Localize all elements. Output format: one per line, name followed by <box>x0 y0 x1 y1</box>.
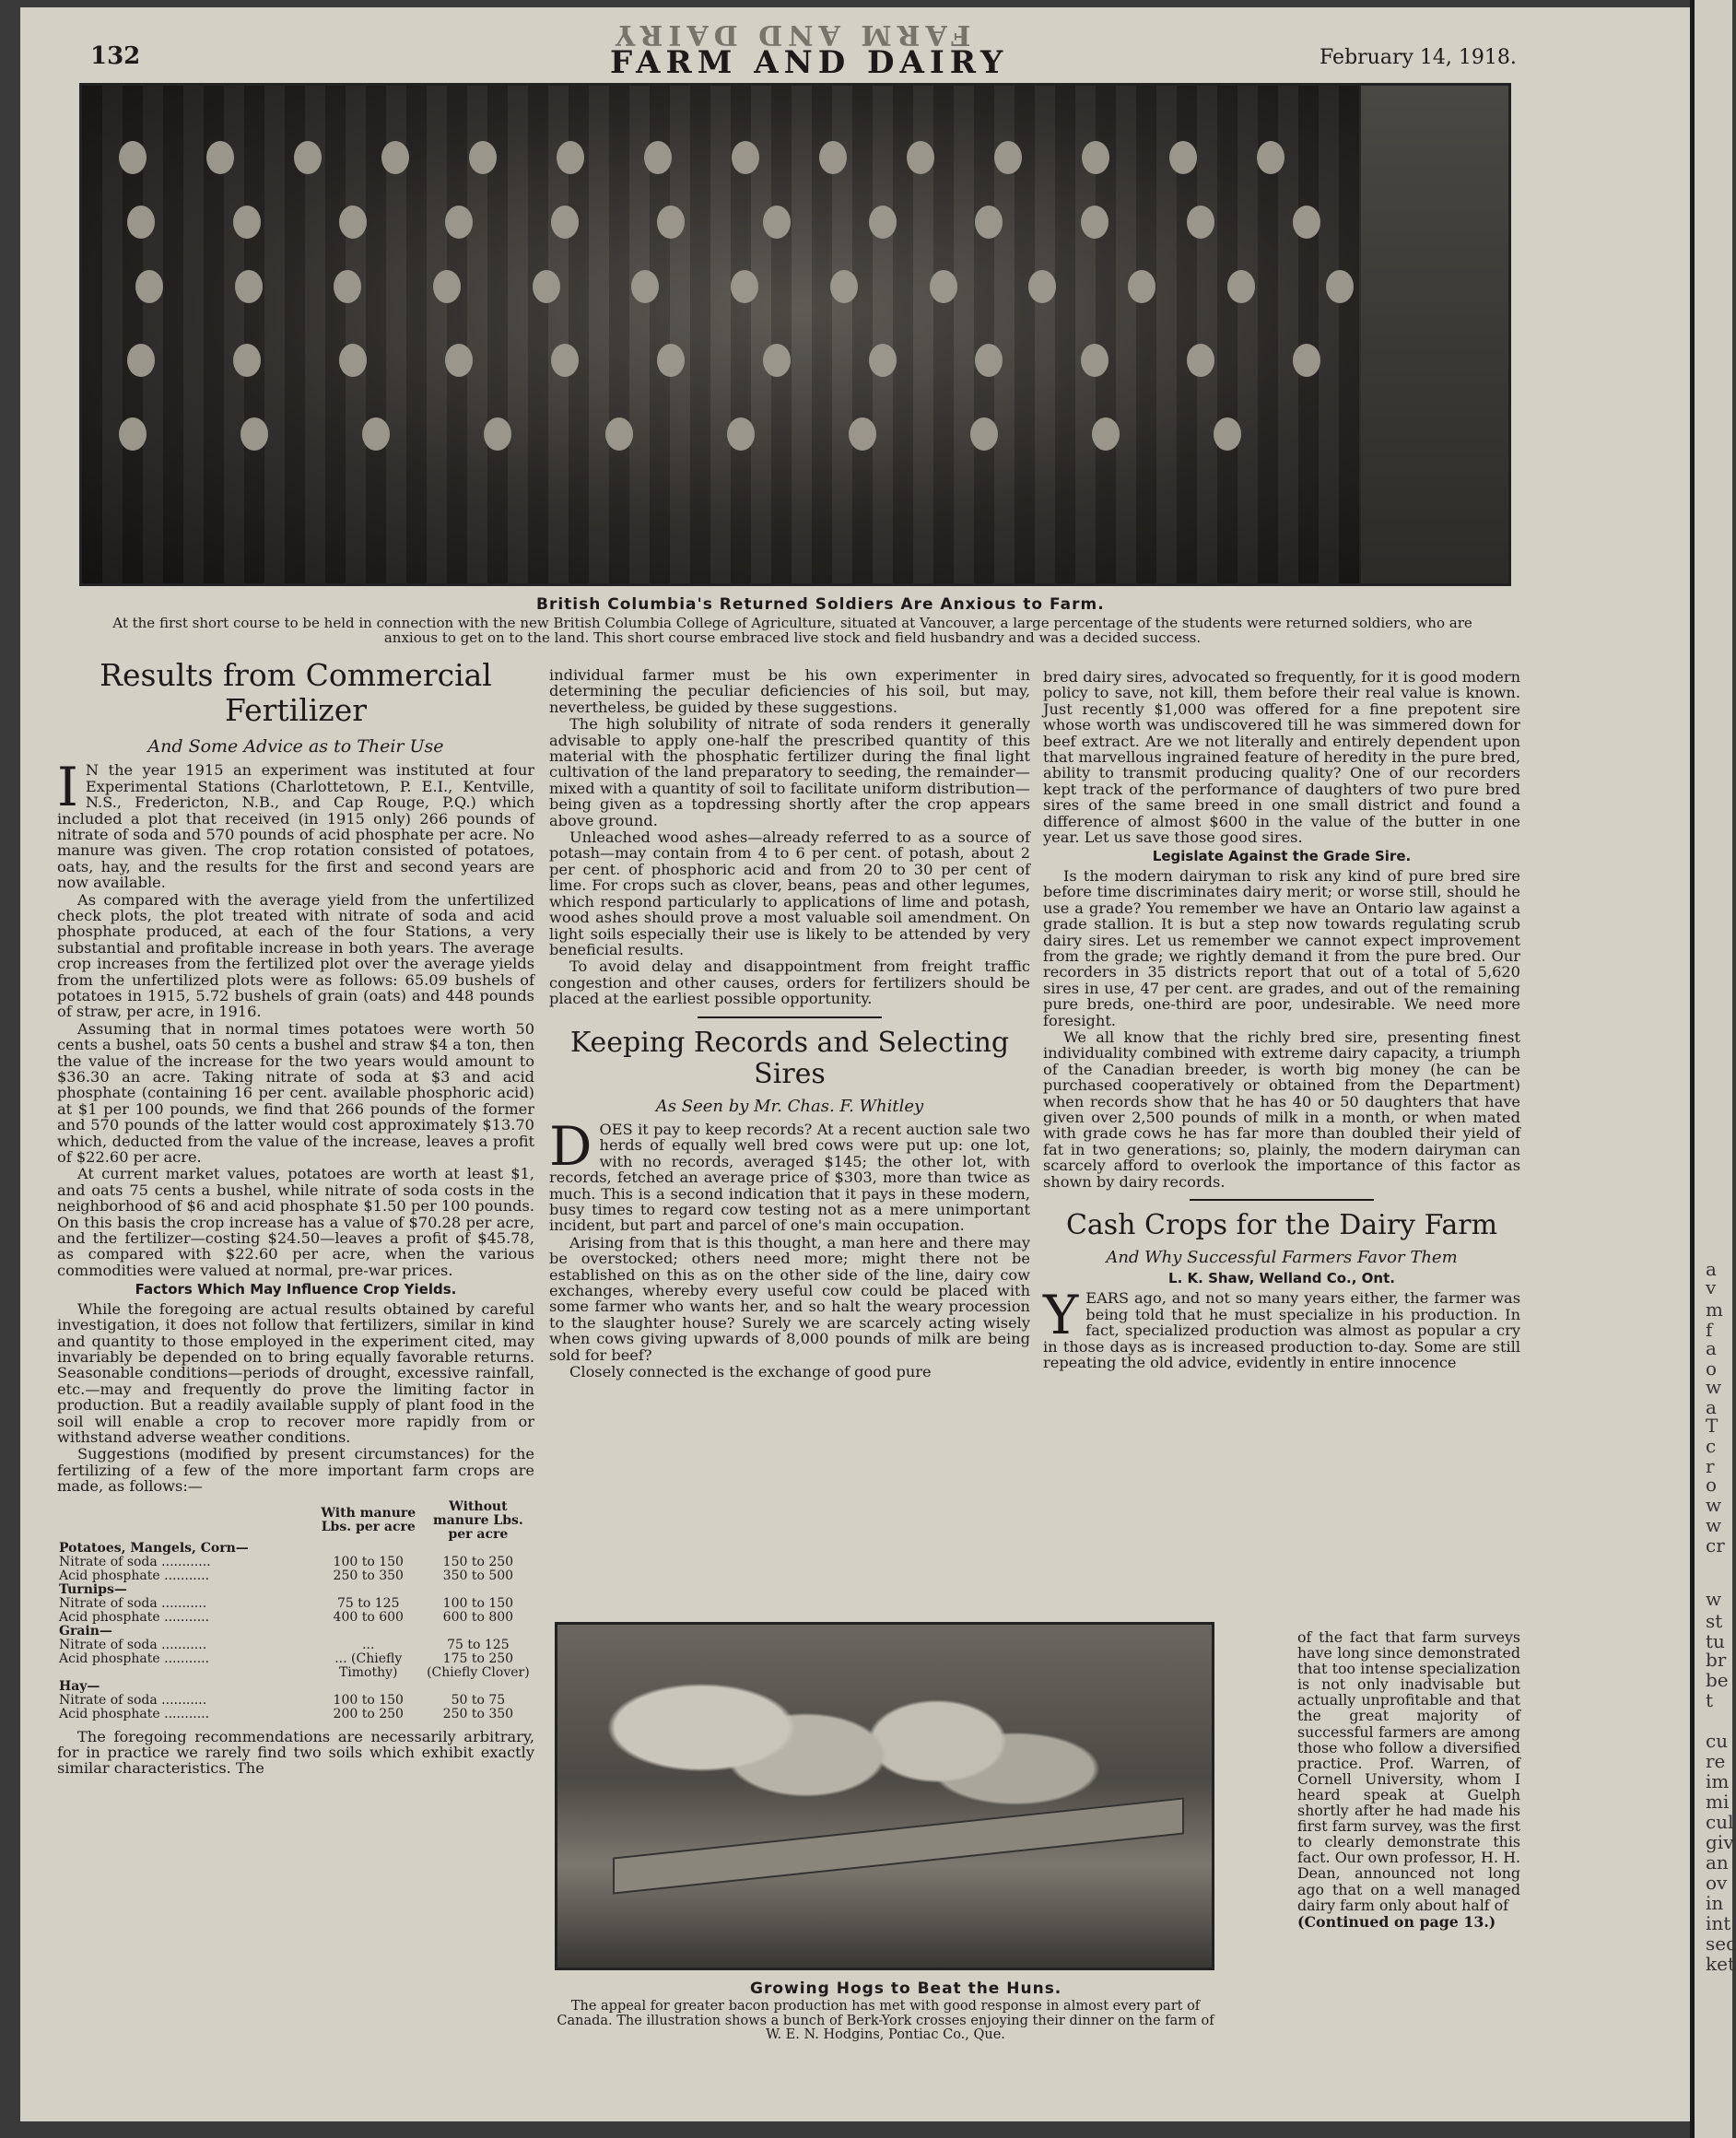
hogs-photo <box>555 1622 1214 1970</box>
paragraph: At current market values, potatoes are worth at least $1, and oats 75 cents a bushel, while nitrate of soda costs in the neighborhood of $6 and acid phosphate $1.50 per 100 pounds. On this basis the crop increase has a value of $70.28 per acre, and the fertilizer—costing $24.50—leaves a profit of $45.78, as compared with $22.60 per acre, when the various commodities were valued at normal, pre-war prices. <box>57 1165 534 1279</box>
paragraph: YEARS ago, and not so many years either, the farmer was being told that he must specialize in his production. In fact, specialized production was almost as popular a cry in those days as is increased production to-day. Some are still repeating the old advice, evidently in entire innocence <box>1043 1284 1520 1371</box>
face-shape <box>907 141 934 174</box>
face-shape <box>381 141 409 174</box>
table-col-header: Without manure Lbs. per acre <box>432 1498 523 1542</box>
soldiers-group-photo <box>79 83 1511 586</box>
face-shape <box>830 270 858 303</box>
paragraph: To avoid delay and disappointment from freight traffic congestion and other causes, orders for fertilizers should be placed at the earliest possible opportunity. <box>549 957 1030 1008</box>
article-title: Keeping Records and Selecting Sires <box>569 1026 1010 1091</box>
face-shape <box>1187 206 1214 239</box>
face-shape <box>551 206 579 239</box>
edge-text-fragment: an <box>1706 1851 1729 1874</box>
table-group-row: Grain— <box>59 1623 112 1639</box>
face-shape <box>1028 270 1056 303</box>
edge-text-fragment: v <box>1706 1276 1717 1298</box>
table-row: Nitrate of soda ........... 100 to 150 50 to 75 <box>59 1692 506 1708</box>
face-shape <box>869 344 897 377</box>
face-shape <box>849 417 876 451</box>
edge-text-fragment: ket <box>1706 1953 1735 1975</box>
paragraph: I N the year 1915 an experiment was instituted at four Experimental Stations (Charlottetown, P. E.I., Kentville, N.S., Fredericton, N.B., and Cap Rouge, P.Q.) which included a plot that received (in 1915 only) 266 pounds of nitrate of soda and 570 pounds of acid phosphate per acre. No manure was given. The crop rotation consisted of potatoes, oats, hay, and the results for the first and second years are now available. <box>57 756 534 892</box>
issue-date: February 14, 1918. <box>1320 46 1517 69</box>
face-shape <box>1293 344 1320 377</box>
face-shape <box>240 417 268 451</box>
top-photo-caption-title: British Columbia's Returned Soldiers Are Anxious to Farm. <box>536 595 1105 614</box>
article-subtitle: And Why Successful Farmers Favor Them <box>1106 1247 1458 1267</box>
face-shape <box>1082 141 1109 174</box>
photo-building <box>1361 86 1508 583</box>
edge-text-fragment: w <box>1706 1494 1722 1516</box>
edge-text-fragment: f <box>1706 1319 1713 1341</box>
continued-note: (Continued on page 13.) <box>1297 1912 1496 1931</box>
column-2 <box>549 667 1030 1380</box>
face-shape <box>763 344 791 377</box>
section-subhead: Factors Which May Influence Crop Yields. <box>135 1281 457 1298</box>
edge-text-fragment: tu <box>1706 1630 1725 1652</box>
drop-cap: Y <box>1043 1284 1079 1347</box>
face-shape <box>1169 141 1197 174</box>
page-header <box>20 18 1690 90</box>
paragraph: of the fact that farm surveys have long since demonstrated that too intense specialization is not only inadvisable but actually unprofitable and that the great majority of successful farmers are among those who follow a diversified practice. Prof. Warren, of Cornell University, whom I heard speak at Guelph shortly after he had made his first farm survey, was the first to clearly demonstrate this fact. Our own professor, H. H. Dean, announced not long ago that on a well managed dairy farm only about half of <box>1297 1628 1520 1914</box>
drop-cap: I <box>57 756 78 819</box>
face-shape <box>469 141 497 174</box>
edge-text-fragment: int <box>1706 1912 1731 1934</box>
edge-text-fragment: mi <box>1706 1791 1730 1813</box>
table-row: Nitrate of soda ........... 75 to 125 100 to 150 <box>59 1595 514 1611</box>
edge-text-fragment: ov <box>1706 1872 1728 1894</box>
edge-text-fragment: giv <box>1706 1831 1734 1853</box>
paragraph: As compared with the average yield from the unfertilized check plots, the plot treated with nitrate of soda and acid phosphate produced, at each of the four Stations, a very substantial and profitable increase in both years. The average crop increases from the fertilized plot over the average yields from the unfertilized plots were as follows: 65.09 bushels of potatoes in 1915, 5.72 bushels of grain (oats) and 448 pounds of straw, per acre, in 1916. <box>57 890 534 1021</box>
paragraph: While the foregoing are actual results obtained by careful investigation, it does not follow that fertilizers, similar in kind and quantity to those employed in the experiment cited, may invariably be depended on to bring equally favorable returns. Seasonable conditions—periods of drought, excessive rainfall, etc.—may and frequently do prove the limiting factor in production. But a readily available supply of plant food in the soil will enable a crop to recover more rapidly from or withstand adverse weather conditions. <box>57 1299 534 1446</box>
table-row: Acid phosphate ........... ... (Chiefly Timothy) 175 to 250 (Chiefly Clover) <box>59 1650 530 1680</box>
face-shape <box>1081 206 1108 239</box>
edge-text-fragment: br <box>1706 1649 1727 1671</box>
face-shape <box>1092 417 1120 451</box>
table-row: Nitrate of soda ........... ... 75 to 125 <box>59 1637 510 1652</box>
edge-text-fragment: sec <box>1706 1932 1736 1955</box>
table-col-header: With manure Lbs. per acre <box>321 1506 416 1535</box>
edge-text-fragment: c <box>1706 1435 1717 1457</box>
face-shape <box>119 417 147 451</box>
edge-text-fragment: in <box>1706 1892 1724 1914</box>
face-shape <box>557 141 584 174</box>
column-1 <box>57 658 534 1778</box>
byline: L. K. Shaw, Welland Co., Ont. <box>1168 1269 1395 1286</box>
table-group-row: Turnips— <box>59 1581 127 1597</box>
paragraph: Assuming that in normal times potatoes were worth 50 cents a bushel, oats 50 cents a bushel and straw $4 a ton, then the value of the increase for the two years would amount to $36.30 an acre. Taking nitrate of soda at $3 and acid phosphate (containing 16 per cent. available phosphoric acid) at $1 per 100 pounds, we find that 266 pounds of the former and 570 pounds of the latter would cost approximately $13.70 which, deducted from the value of the increase, leaves a profit of $22.60 per acre. <box>57 1019 534 1167</box>
edge-text-fragment: T <box>1706 1415 1718 1437</box>
face-shape <box>1227 270 1255 303</box>
section-subhead: Legislate Against the Grade Sire. <box>1152 848 1412 865</box>
face-shape <box>119 141 147 174</box>
article-title: Results from Commercial Fertilizer <box>100 657 492 728</box>
face-shape <box>1128 270 1155 303</box>
top-photo-caption: At the first short course to be held in connection with the new British Columbia College of Agriculture, situated at Vancouver, a large percentage of the students were returned soldiers, who are anxious to get on to the land. This short course embraced live stock and field husbandry and was a decided success. <box>112 615 1472 646</box>
table-group-row: Potatoes, Mangels, Corn— <box>59 1540 249 1556</box>
edge-text-fragment: cul <box>1706 1811 1734 1833</box>
edge-text-fragment: im <box>1706 1770 1730 1792</box>
face-shape <box>732 141 759 174</box>
face-shape <box>1081 344 1108 377</box>
edge-text-fragment: a <box>1706 1396 1717 1418</box>
face-shape <box>1293 206 1320 239</box>
face-shape <box>763 206 791 239</box>
table-row: Acid phosphate ........... 250 to 350 350 to 500 <box>59 1568 514 1583</box>
masthead: FARM AND DAIRY <box>610 44 1009 81</box>
edge-text-fragment: r <box>1706 1455 1715 1477</box>
face-shape <box>127 206 155 239</box>
paragraph: Closely connected is the exchange of good pure <box>569 1363 932 1381</box>
table-group-row: Hay— <box>59 1678 100 1694</box>
face-shape <box>294 141 322 174</box>
paragraph: Unleached wood ashes—already referred to as a source of potash—may contain from 4 to 6 per cent. of potash, about 2 per cent. of phosphoric acid and from 20 to 30 per cent of lime. For crops such as clover, beans, peas and other legumes, which respond particularly to applications of lime and potash, wood ashes should prove a most valuable soil amendment. On light soils especially their use is likely to be attended by very beneficial results. <box>549 828 1030 958</box>
paragraph: individual farmer must be his own experimenter in determining the peculiar deficiencies of his soil, but may, nevertheless, be guided by these suggestions. <box>549 666 1030 716</box>
paragraph: bred dairy sires, advocated so frequently, for it is good modern policy to save, not kill, them before their real value is known. Just recently $1,000 was offered for a fine prepotent sire whose worth was undiscovered till he was simmered down for beef extract. Are we not literally and entirely dependent upon that marvellous ingrained feature of heredity in the pure bred, ability to transmit producing quality? One of our recorders kept track of the performance of daughters of two pure bred sires of the same breed in one small district and found a difference of almost $600 in the value of the butter in one year. Let us save those good sires. <box>1043 668 1520 847</box>
face-shape <box>975 344 1003 377</box>
face-shape <box>206 141 234 174</box>
fertilizer-table <box>57 1500 534 1721</box>
article-subtitle: As Seen by Mr. Chas. F. Whitley <box>655 1096 924 1116</box>
hog-photo-caption-title: Growing Hogs to Beat the Huns. <box>750 1979 1062 1998</box>
face-shape <box>631 270 659 303</box>
face-shape <box>433 270 461 303</box>
paragraph: The foregoing recommendations are necessarily arbitrary, for in practice we rarely find two soils which exhibit exactly similar characteristics. The <box>57 1727 534 1778</box>
face-shape <box>127 344 155 377</box>
edge-text-fragment: a <box>1706 1258 1717 1280</box>
face-shape <box>1257 141 1284 174</box>
face-shape <box>657 344 685 377</box>
edge-text-fragment: w <box>1706 1376 1722 1398</box>
face-shape <box>484 417 511 451</box>
face-shape <box>362 417 390 451</box>
face-shape <box>970 417 998 451</box>
edge-text-fragment: be <box>1706 1669 1729 1691</box>
edge-text-fragment: t <box>1706 1689 1714 1711</box>
table-row: Acid phosphate ........... 200 to 250 250 to 350 <box>59 1706 514 1721</box>
edge-text-fragment: cr <box>1706 1534 1725 1557</box>
edge-text-fragment: o <box>1706 1474 1718 1496</box>
paragraph: We all know that the richly bred sire, presenting finest individuality combined with extreme dairy capacity, a triumph of the Canadian breeder, is worth big money (he can be purchased cooperatively or obtained from the Department) when records show that he has 40 or 50 daughters that have given over 2,500 pounds of milk in a month, or when mated with grade cows he has far more than doubled their yield of fat in two generations; so, plainly, the modern dairyman can scarcely afford to overlook the importance of this factor as shown by dairy records. <box>1043 1028 1520 1191</box>
face-shape <box>339 344 367 377</box>
table-header-row <box>57 1500 534 1542</box>
paragraph: Suggestions (modified by present circumstances) for the fertilizing of a few of the more important farm crops are made, as follows:— <box>57 1445 534 1496</box>
hog-photo-caption: The appeal for greater bacon production has met with good response in almost every part of Canada. The illustration shows a bunch of Berk-York crosses enjoying their dinner on the farm of W. E. N. Hodgins, Pontiac Co., Que. <box>557 1999 1214 2042</box>
face-shape <box>819 141 847 174</box>
face-shape <box>1214 417 1241 451</box>
edge-text-fragment: st <box>1706 1610 1723 1632</box>
face-shape <box>994 141 1022 174</box>
face-shape <box>657 206 685 239</box>
article-title: Cash Crops for the Dairy Farm <box>1065 1209 1498 1241</box>
column-3 <box>1043 669 1520 1371</box>
face-shape <box>533 270 560 303</box>
masthead-bleed-through: FARM AND DAIRY <box>610 18 971 51</box>
face-shape <box>334 270 361 303</box>
table-row: Nitrate of soda ............ 100 to 150 150 to 250 <box>59 1554 514 1569</box>
article-subtitle: And Some Advice as to Their Use <box>147 735 444 757</box>
edge-text-fragment: a <box>1706 1337 1717 1359</box>
divider <box>1190 1199 1374 1201</box>
divider <box>698 1016 882 1018</box>
paragraph: Is the modern dairyman to risk any kind of pure bred sire before time discriminates dairy merit; or worse still, should he use a grade? You remember we have an Ontario law against a grade stallion. It is but a step now towards regulating scrub dairy sires. Let us remember we cannot expect improvement from the grade; we rightly demand it from the pure bred. Our recorders in 35 districts report that out of a total of 5,620 sires in use, 47 per cent. are grades, and out of the remaining pure breds, one-third are poor, undesirable. We need more foresight. <box>1043 866 1520 1029</box>
face-shape <box>551 344 579 377</box>
face-shape <box>135 270 163 303</box>
face-shape <box>930 270 957 303</box>
edge-text-fragment: m <box>1706 1298 1723 1321</box>
paragraph: DOES it pay to keep records? At a recent auction sale two herds of equally well bred cows were put up: one lot, with no records, averaged $145; the other lot, with records, fetched an average price of $303, more than twice as much. This is a second indication that it pays in these modern, busy times to regard cow testing not as a mere unimportant incident, but part and parcel of one's main occupation. <box>549 1114 1030 1235</box>
face-shape <box>731 270 758 303</box>
face-shape <box>445 344 473 377</box>
drop-cap: D <box>549 1114 592 1178</box>
edge-text-fragment: o <box>1706 1357 1718 1380</box>
paragraph: Arising from that is this thought, a man here and there may be overstocked; others need more; might there not be established on this as on the other side of the line, dairy cow exchanges, whereby every useful cow could be placed with some farmer who wants her, and so halt the weary procession to the slaughter house? Surely we are scarcely acting wisely when cows giving upwards of 8,000 pounds of milk are being sold for beef? <box>549 1233 1030 1364</box>
face-shape <box>1187 344 1214 377</box>
face-shape <box>1326 270 1354 303</box>
edge-text-fragment: w <box>1706 1514 1722 1536</box>
face-shape <box>975 206 1003 239</box>
face-shape <box>339 206 367 239</box>
face-shape <box>233 344 261 377</box>
edge-text-fragment: re <box>1706 1750 1726 1772</box>
face-shape <box>644 141 672 174</box>
newspaper-page <box>20 7 1690 2121</box>
face-shape <box>605 417 633 451</box>
page-number: 132 <box>90 42 141 70</box>
table-row: Acid phosphate ........... 400 to 600 600 to 800 <box>59 1609 514 1625</box>
edge-text-fragment: w <box>1706 1588 1722 1610</box>
face-shape <box>445 206 473 239</box>
face-shape <box>235 270 263 303</box>
feeding-trough <box>613 1797 1184 1894</box>
adjacent-page-edge <box>1690 0 1736 2138</box>
column-3-narrow <box>1297 1629 1520 1931</box>
face-shape <box>727 417 755 451</box>
face-shape <box>233 206 261 239</box>
face-shape <box>869 206 897 239</box>
paragraph: The high solubility of nitrate of soda renders it generally advisable to apply one-half the prescribed quantity of this material with the phosphatic fertilizer during the final light cultivation of the land preparatory to seeding, the remainder—mixed with a quantity of soil to facilitate uniform distribution—being given as a topdressing shortly after the crop appears above ground. <box>549 715 1030 829</box>
edge-text-fragment: cu <box>1706 1730 1729 1752</box>
